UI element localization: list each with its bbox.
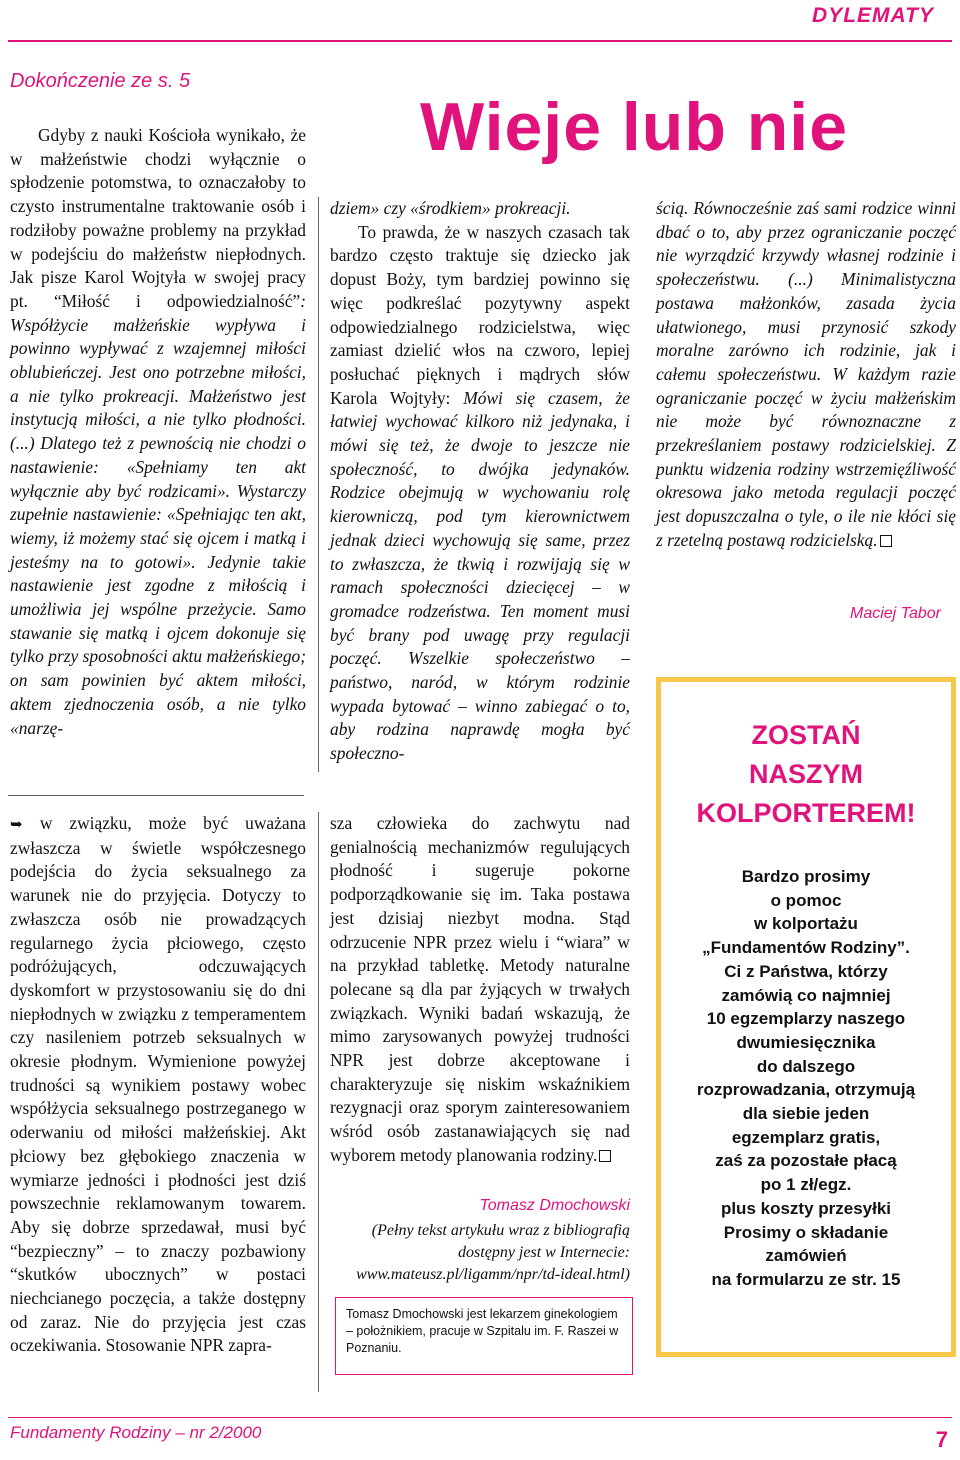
col5-text: sza człowieka do zachwytu nad genialnością mechanizmów regulujących płodność i sugeruje pokorne podporządkowanie się im. Taka postawa jest dzisiaj niezbyt modna. Stąd odrzucenie NPR przez wielu i “wiara” w na przykład tabletkę. Metody naturalne polecane są dla par żyjących w trwałych związkach. Wyniki badań wskazują, że mimo zarysowanych powyżej trudności NPR jest dobrze akceptowane i charakteryzuje się niskim wskaźnikiem rezygnacji oraz sporym zainteresowaniem wśród osób zastanawiających się nad wyborem metody planowania rodziny.	[330, 813, 630, 1165]
promo-line: „Fundamentów Rodziny”.	[702, 938, 910, 958]
col1-quote: : Współżycie małżeńskie wypływa i powinno wypływać z wzajemnej miłości oblubieńczej. Jest ono potrzebne miłości, a nie tylko prokreacji. Małżeństwo jest instytucją miłości, a nie tylko płodności. (...) Dlatego też z pewnością nie chodzi o nastawienie: «Spełniamy ten akt wyłącznie aby być rodzicami». Wystarczy zupełnie nastawienie: «Spełniając ten akt, wiemy, iż możemy stać się ojcem i matką i jesteśmy na to gotowi». Jedynie takie nastawienie jest zgodne z miłością i umożliwia jej wspólne przeżycie. Samo stawanie się matką i ojcem dokonuje się tylko przy sposobności aktu małżeńskiego; on sam powinien być aktem miłości, aktem zjednoczenia osób, a nie tylko «narzę-	[10, 290, 306, 738]
full-text-url[interactable]: www.mateusz.pl/ligamm/npr/td-ideal.html)	[356, 1266, 630, 1283]
promo-title-line: KOLPORTEREM!	[696, 798, 916, 828]
col1-book-title: “Miłość i odpowiedzialność”	[53, 290, 301, 311]
promo-title-line: NASZYM	[749, 759, 863, 789]
promo-line: dwumiesięcznika	[736, 1032, 876, 1052]
column-divider	[318, 197, 319, 772]
promo-line: Ci z Państwa, którzy	[724, 961, 888, 981]
continued-note: Dokończenie ze s. 5	[10, 70, 191, 92]
full-text-note	[330, 1220, 630, 1286]
promo-line: zamówią co najmniej	[721, 985, 891, 1005]
footer-issue: Fundamenty Rodziny – nr 2/2000	[10, 1423, 262, 1442]
section-divider	[8, 795, 304, 796]
promo-title-line: ZOSTAŃ	[751, 720, 861, 750]
promo-line: o pomoc	[770, 890, 842, 910]
promo-line: zaś za pozostałe płacą	[715, 1151, 897, 1171]
col1-text-a: Gdyby z nauki Kościoła wynikało, że w małżeństwie chodzi wyłącznie o spłodzenie potomstwa, to oznaczałoby to czysto instrumentalne traktowanie osób i rodziłoby poważne problemy na przykład w podejściu do małżeństw niepłodnych. Jak pisze Karol Wojtyła w swojej pracy pt.	[10, 125, 306, 311]
full-text-line: dostępny jest w Internecie:	[458, 1244, 630, 1261]
col2-quote: Mówi się czasem, że łatwiej wychować kilkoro niż jedynaka, i mówi się też, że dwoje to jeszcze nie społeczność, to dwójka jedynaków. Rodzice obejmują w wychowaniu rolę kierowniczą, pod tym kierownictwem jednak dzieci wychowują się same, przez to zwłaszcza, że tkwią i rozwijają się w ramach społeczności dziecięcej – w gromadce rodzeństwa. Ten moment musi być brany pod uwagę przy regulacji poczęć. Wszelkie społeczeństwo – państwo, naród, w którym rodzinie wypada bytować – winno zabiegać o to, aby rodzina naprawdę mogła być społeczno-	[330, 387, 630, 764]
article-column-5	[330, 812, 630, 1168]
article-column-2	[330, 197, 630, 766]
promo-line: dla siebie jeden	[742, 1104, 870, 1124]
article-headline: Wieje lub nie	[420, 89, 849, 165]
author-bio-box: Tomasz Dmochowski jest lekarzem ginekologiem – położnikiem, pracuje w Szpitalu im. F. Raszei w Poznaniu.	[335, 1297, 633, 1375]
promo-line: egzemplarz gratis,	[731, 1127, 881, 1147]
end-of-article-icon	[599, 1150, 611, 1162]
page-number: 7	[935, 1427, 948, 1452]
promo-line: na formularzu ze str. 15	[711, 1269, 901, 1289]
article-column-3	[656, 197, 956, 553]
col2-text: To prawda, że w naszych czasach tak bardzo często traktuje się dziecko jak dopust Boży, tym bardziej powinno się więc podkreślać pozytywny aspekt odpowiedzialnego rodzicielstwa, więc zamiast dzielić włos na czworo, lepiej posłuchać pięknych i mądrych słów Karola Wojtyły:	[330, 221, 630, 408]
continuation-arrow-icon: ➥	[10, 815, 40, 833]
promo-line: Bardzo prosimy	[741, 867, 871, 886]
promo-line: 10 egzemplarzy naszego	[706, 1009, 906, 1029]
promo-line: rozprowadzania, otrzymują	[696, 1080, 916, 1100]
author-signature-1: Maciej Tabor	[850, 605, 942, 622]
end-of-article-icon	[880, 535, 892, 547]
article-column-4	[10, 812, 306, 1358]
promo-line: po 1 zł/egz.	[760, 1175, 852, 1195]
section-label: DYLEMATY	[812, 4, 934, 27]
promo-line: w kolportażu	[754, 914, 858, 934]
header-divider	[8, 40, 952, 42]
promo-body	[661, 865, 951, 1292]
promo-title	[661, 716, 951, 833]
author-signature-2: Tomasz Dmochowski	[479, 1197, 630, 1214]
subscription-promo-box	[656, 677, 956, 1357]
col4-text: w związku, może być uważana zwłaszcza w świetle współczesnego podejścia do życia seksualnego za warunek nie do przyjęcia. Dotyczy to zwłaszcza osób nie prowadzących regularnego życia płciowego, często podróżujących, odczuwających dyskomfort w przystosowaniu się do dni niepłodnych w związku z temperamentem czy nasileniem potrzeb seksualnych w okresie płodnym. Wymienione powyżej trudności są wynikiem postawy wobec współżycia seksualnego postrzeganego w oderwaniu od miłości małżeńskiej. Akt płciowy bez głębokiego znaczenia w wymiarze jedności i płodności jest dziś powszechnie reklamowanym towarem. Aby się dobrze sprzedawał, musi być “bezpieczny” – to znaczy pozbawiony “skutków ubocznych” w postaci niechcianego poczęcia, a także dostępny od zaraz. Nie do przyjęcia jest czas oczekiwania. Stosowanie NPR zapra-	[10, 813, 306, 1356]
article-column-1	[10, 124, 306, 740]
promo-line: do dalszego	[756, 1056, 856, 1076]
col3-quote: ścią. Równocześnie zaś sami rodzice winni dbać o to, aby przez ograniczanie poczęć nie wyrządzić krzywdy własnej rodzinie i społeczeństwu. (...) Minimalistyczna postawa małżonków, zasada życia ułatwionego, musi przynosić szkody moralne zarówno ich rodzinie, jak i całemu społeczeństwu. W każdym razie ograniczanie poczęć w życiu małżeńskim nie może być równoznaczne z przekreślaniem postawy rodzicielskiej. Z punktu widzenia rodziny wstrzemięźliwość okresowa jako metoda regulacji poczęć jest dopuszczalna o tyle, o ile nie kłóci się z rzetelną postawą rodzicielską.	[656, 198, 956, 550]
column-divider-lower	[318, 812, 319, 1392]
col2-paragraph-1: dziem» czy «środkiem» prokreacji.	[330, 198, 571, 218]
promo-line: plus koszty przesyłki	[720, 1198, 892, 1218]
col2-paragraph-2	[330, 221, 630, 766]
promo-line: zamówień	[765, 1246, 847, 1266]
footer-divider	[8, 1417, 952, 1418]
full-text-line: (Pełny tekst artykułu wraz z bibliografią	[371, 1222, 630, 1239]
promo-line: Prosimy o składanie	[723, 1222, 889, 1242]
